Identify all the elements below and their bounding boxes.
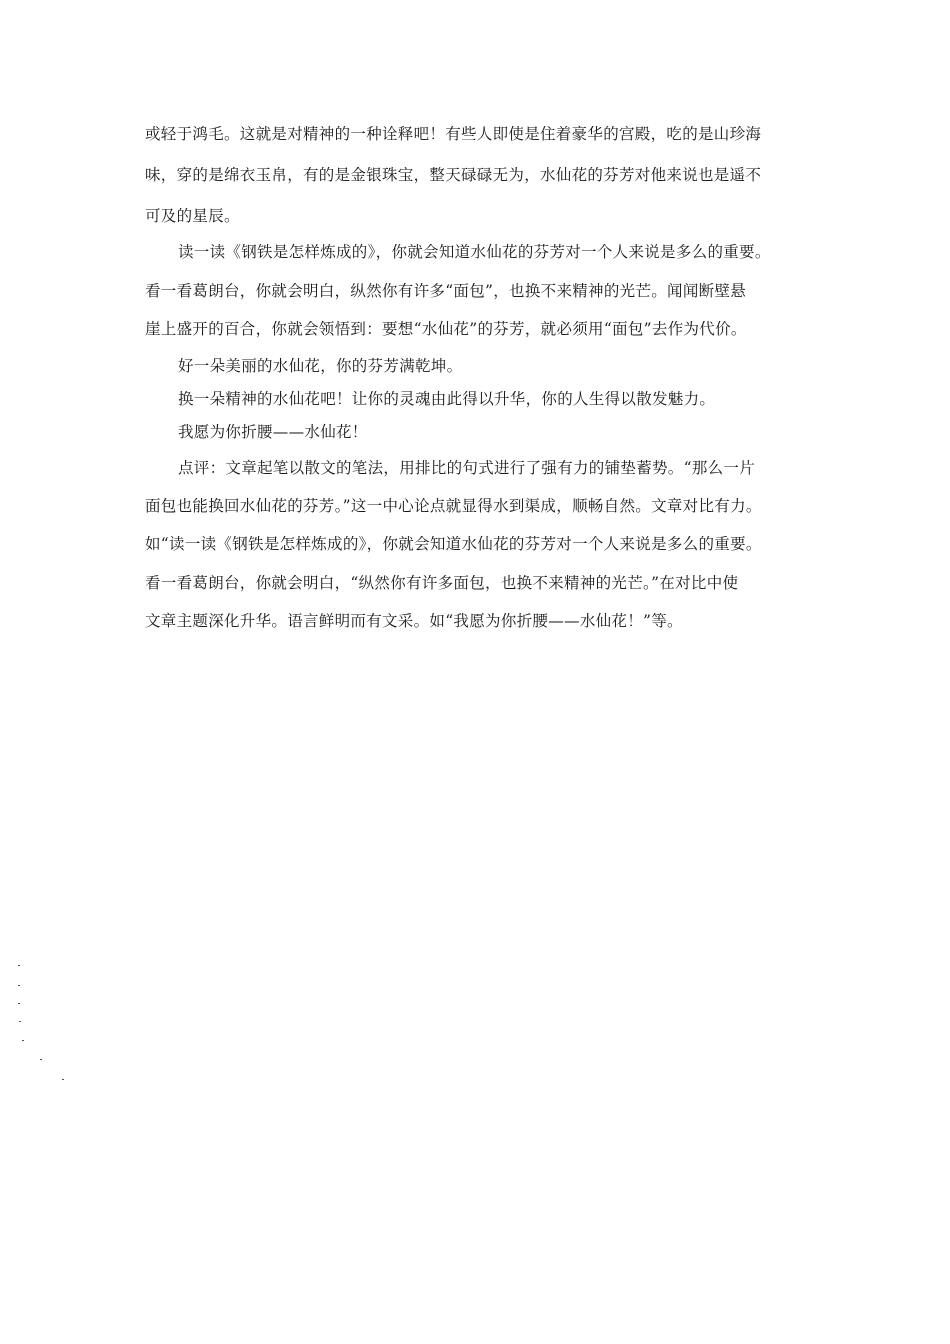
margin-dot [40, 1059, 42, 1060]
comment-line: 看一看葛朗台，你就会明白，“纵然你有许多面包，也换不来精神的光芒。”在对比中使 [145, 574, 739, 592]
comment-line: 点评：文章起笔以散文的笔法，用排比的句式进行了强有力的铺垫蓄势。“那么一片 [178, 459, 756, 477]
text-line: 看一看葛朗台，你就会明白，纵然你有许多“面包”，也换不来精神的光芒。闻闻断壁悬 [145, 282, 747, 300]
paragraph-line: 好一朵美丽的水仙花，你的芬芳满乾坤。 [178, 357, 463, 375]
paragraph-line: 换一朵精神的水仙花吧！让你的灵魂由此得以升华，你的人生得以散发魅力。 [178, 390, 716, 408]
paragraph-line: 读一读《钢铁是怎样炼成的》，你就会知道水仙花的芬芳对一个人来说是多么的重要。 [178, 243, 771, 261]
margin-dot [22, 1040, 24, 1041]
comment-line: 如“读一读《钢铁是怎样炼成的》，你就会知道水仙花的芬芳对一个人来说是多么的重要。 [145, 535, 762, 553]
margin-marks [0, 955, 80, 1095]
text-line: 或轻于鸿毛。这就是对精神的一种诠释吧！有些人即使是住着豪华的宫殿，吃的是山珍海 [145, 125, 762, 143]
text-line: 味，穿的是绵衣玉帛，有的是金银珠宝，整天碌碌无为，水仙花的芬芳对他来说也是遥不 [145, 166, 762, 184]
margin-dot [18, 1003, 20, 1004]
text-line: 可及的星辰。 [145, 207, 240, 225]
margin-dot [18, 965, 20, 966]
paragraph-line: 我愿为你折腰——水仙花！ [178, 423, 368, 441]
text-line: 崖上盛开的百合，你就会领悟到：要想“水仙花”的芬芳，就必须用“面包”去作为代价。 [145, 320, 747, 338]
comment-line: 文章主题深化升华。语言鲜明而有文采。如“我愿为你折腰——水仙花！”等。 [145, 612, 683, 630]
margin-dot [18, 985, 20, 986]
margin-dot [19, 1021, 21, 1022]
comment-line: 面包也能换回水仙花的芬芳。”这一中心论点就显得水到渠成，顺畅自然。文章对比有力。 [145, 497, 762, 515]
margin-dot [62, 1079, 64, 1080]
